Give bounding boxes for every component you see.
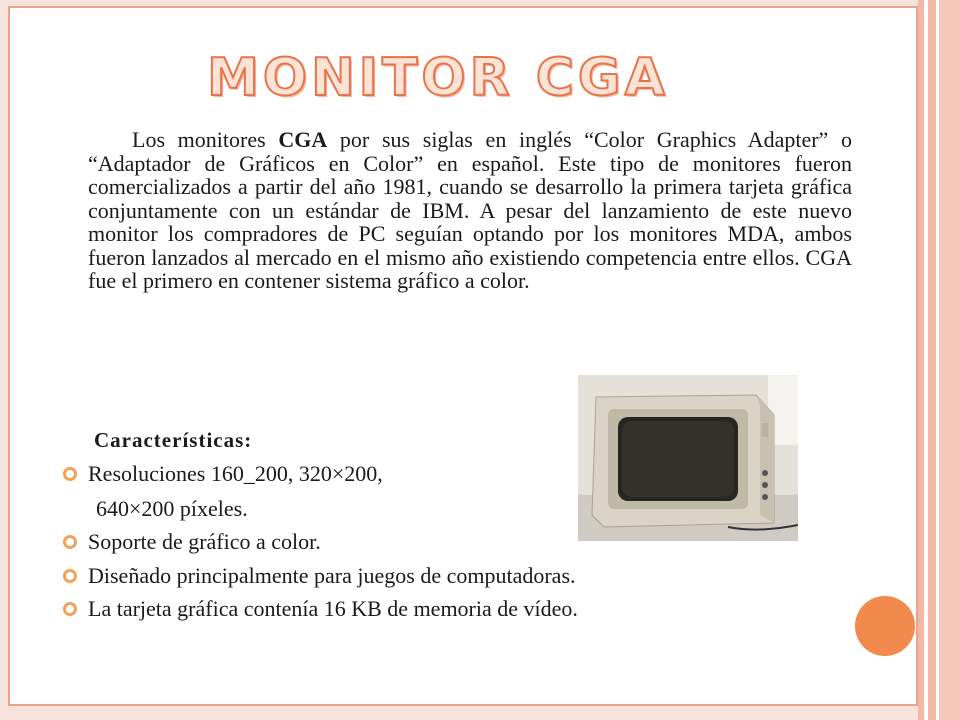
paragraph-indent xyxy=(88,127,132,152)
paragraph-text-rest: por sus siglas en inglés “Color Graphics Adapter” o “Adaptador de Gráficos en Color” en español. Este tipo de monitores fueron comercializados a partir del año 1981, cuando se desarrollo la primera tarjeta gráfica conjuntamente con un estándar de IBM. A pesar del lanzamiento de este nuevo monitor los compradores de PC seguían optando por los monitores MDA, ambos fueron lanzados al mercado en el mismo año existiendo competencia entre ellos. CGA fue el primero en contener sistema gráfico a color. xyxy=(88,127,852,293)
bullet-resolutions-continued: 640×200 píxeles. xyxy=(96,496,248,521)
paragraph-text-start: Los monitores xyxy=(132,127,279,152)
slide-title-text: MONITOR CGA xyxy=(207,48,669,108)
decorative-orange-circle xyxy=(855,596,915,656)
bullet-resolutions: Resoluciones 160_200, 320×200, xyxy=(88,461,383,486)
features-heading: Características: xyxy=(94,428,253,452)
orange-ring-bullet-icon xyxy=(62,568,78,584)
slide-title xyxy=(0,48,960,108)
bullet-video-memory: La tarjeta gráfica contenía 16 KB de memoria de vídeo. xyxy=(88,596,578,621)
orange-ring-bullet-icon xyxy=(62,466,78,482)
orange-ring-bullet-icon xyxy=(62,534,78,550)
crt-monitor-photo xyxy=(578,375,798,541)
crt-monitor-illustration xyxy=(578,375,798,541)
intro-paragraph xyxy=(88,128,852,293)
paragraph-bold-cga: CGA xyxy=(278,127,328,152)
orange-ring-bullet-icon xyxy=(62,601,78,617)
decorative-stripe xyxy=(928,0,936,720)
bullet-color-support: Soporte de gráfico a color. xyxy=(88,529,321,554)
bullet-designed-for-games: Diseñado principalmente para juegos de computadoras. xyxy=(88,563,576,588)
decorative-stripe xyxy=(939,0,960,720)
